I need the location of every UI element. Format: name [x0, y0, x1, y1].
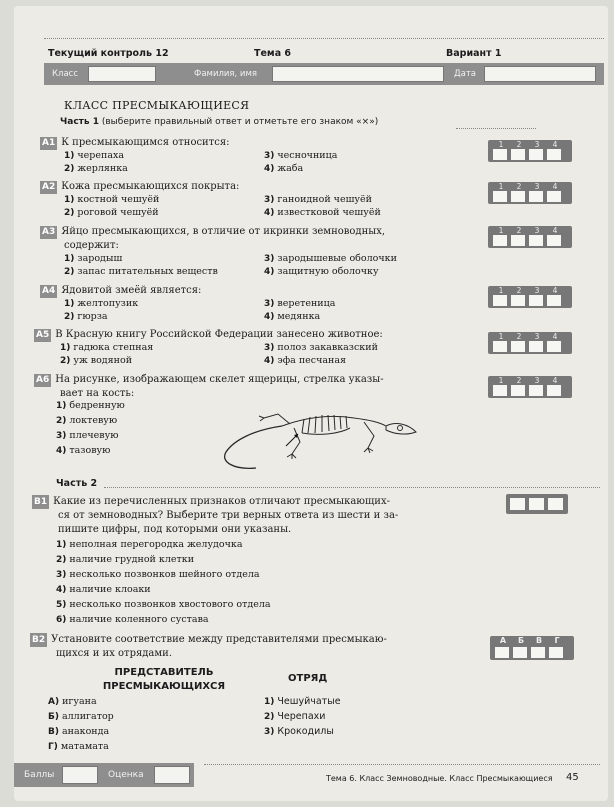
answer-cell[interactable]: [511, 235, 525, 246]
representative-item: Г) матамата: [48, 741, 109, 752]
part2-heading: Часть 2: [56, 478, 98, 489]
answer-cell[interactable]: [493, 341, 507, 352]
answer-cell[interactable]: [493, 295, 507, 306]
worksheet-title: Текущий контроль 12: [48, 48, 169, 59]
question-text-cont: пишите цифры, под которыми они указаны.: [58, 524, 292, 535]
running-title: Тема 6. Класс Земноводные. Класс Пресмыкающиеся: [326, 774, 553, 783]
option: 2) запас питательных веществ: [64, 266, 218, 277]
top-divider: [44, 38, 604, 39]
section-title: КЛАСС ПРЕСМЫКАЮЩИЕСЯ: [64, 99, 250, 112]
answer-cell[interactable]: [531, 647, 545, 658]
answer-cell[interactable]: [513, 647, 527, 658]
answer-cell[interactable]: [547, 235, 561, 246]
answer-cell[interactable]: [511, 191, 525, 202]
order-item: 3) Крокодилы: [264, 726, 334, 737]
footer-divider: [204, 764, 600, 765]
option: 4) известковой чешуёй: [264, 207, 381, 218]
option: 4) защитную оболочку: [264, 266, 379, 277]
part1-divider: [456, 128, 536, 129]
answer-grid-a1: 1 2 3 4: [488, 140, 572, 162]
question-b2: [30, 633, 470, 661]
question-text: Какие из перечисленных признаков отличают пресмыкающих-: [53, 496, 390, 507]
option: 2) наличие грудной клетки: [56, 554, 195, 565]
option: 4) жаба: [264, 163, 304, 174]
part1-heading: Часть 1: [60, 117, 99, 127]
question-text: К пресмыкающимся относится:: [61, 137, 230, 148]
answer-cell[interactable]: [547, 295, 561, 306]
option: 2) жерлянка: [64, 163, 128, 174]
representative-heading: ПРЕДСТАВИТЕЛЬ ПРЕСМЫКАЮЩИХСЯ: [102, 667, 226, 692]
answer-cell[interactable]: [495, 647, 509, 658]
answer-cell[interactable]: [493, 385, 507, 396]
answer-cell[interactable]: [529, 498, 544, 510]
question-tag: А1: [42, 138, 56, 148]
representative-item: В) анаконда: [48, 726, 110, 737]
representative-item: А) игуана: [48, 696, 97, 707]
option: 1) неполная перегородка желудочка: [56, 539, 243, 550]
option: 2) роговой чешуёй: [64, 207, 159, 218]
question-a1: [40, 136, 460, 150]
option: 3) полоз закавказский: [264, 342, 378, 353]
question-text: В Красную книгу Российской Федерации занесено животное:: [55, 329, 383, 340]
option: 3) веретеница: [264, 298, 336, 309]
order-item: 1) Чешуйчатые: [264, 696, 341, 707]
part1-instruction: (выберите правильный ответ и отметьте его знаком «×»): [101, 117, 379, 127]
question-tag: В1: [34, 497, 48, 507]
answer-cell[interactable]: [547, 341, 561, 352]
question-text: Ядовитой змеёй является:: [61, 285, 202, 296]
question-text: На рисунке, изображающем скелет ящерицы, стрелка указы-: [55, 374, 384, 385]
question-a3: [40, 225, 470, 252]
worksheet-page: [14, 6, 608, 801]
answer-grid-b1: [506, 494, 568, 514]
grade-label: Оценка: [108, 770, 144, 780]
answer-cell[interactable]: [529, 191, 543, 202]
answer-cell[interactable]: [529, 235, 543, 246]
answer-grid-b2: А Б В Г: [490, 636, 574, 660]
option: 1) желтопузик: [64, 298, 139, 309]
answer-grid-a5: 1 2 3 4: [488, 332, 572, 354]
option: 5) несколько позвонков хвостового отдела: [56, 599, 271, 610]
date-field[interactable]: [484, 66, 596, 82]
option: 3) плечевую: [56, 430, 119, 441]
question-tag: А6: [36, 375, 50, 385]
answer-cell[interactable]: [511, 385, 525, 396]
option: 3) ганоидной чешуёй: [264, 194, 372, 205]
question-tag: А5: [36, 330, 50, 340]
answer-cell[interactable]: [493, 235, 507, 246]
order-item: 2) Черепахи: [264, 711, 326, 722]
option: 1) черепаха: [64, 150, 125, 161]
answer-grid-a3: 1 2 3 4: [488, 226, 572, 248]
page-number: 45: [566, 772, 579, 783]
answer-cell[interactable]: [511, 295, 525, 306]
question-text-cont: щихся и их отрядами.: [56, 648, 173, 659]
question-tag: А4: [42, 286, 56, 296]
answer-cell[interactable]: [511, 149, 525, 160]
option: 4) наличие клоаки: [56, 584, 151, 595]
lizard-skeleton-illustration: [204, 388, 424, 478]
topic-label: Тема 6: [254, 48, 292, 59]
answer-grid-a2: 1 2 3 4: [488, 182, 572, 204]
question-b1: [32, 495, 472, 537]
question-text: Яйцо пресмыкающихся, в отличие от икринки земноводных,: [61, 226, 386, 237]
name-field[interactable]: [272, 66, 444, 82]
class-field[interactable]: [88, 66, 156, 82]
answer-cell[interactable]: [529, 295, 543, 306]
option: 1) гадюка степная: [60, 342, 154, 353]
answer-cell[interactable]: [529, 149, 543, 160]
score-label: Баллы: [24, 770, 55, 780]
question-a5: [34, 328, 464, 342]
question-text-cont: вает на кость:: [60, 388, 135, 399]
option: 4) эфа песчаная: [264, 355, 347, 366]
option: 4) медянка: [264, 311, 321, 322]
part1-heading-line: [60, 117, 378, 127]
student-info-bar: [44, 63, 604, 85]
option: 3) чесночница: [264, 150, 338, 161]
question-text: Кожа пресмыкающихся покрыта:: [61, 181, 240, 192]
option: 2) уж водяной: [60, 355, 133, 366]
answer-cell[interactable]: [529, 341, 543, 352]
answer-cell[interactable]: [547, 149, 561, 160]
answer-cell[interactable]: [493, 191, 507, 202]
option: 6) наличие коленного сустава: [56, 614, 209, 625]
score-field[interactable]: [62, 766, 98, 784]
question-text-cont: ся от земноводных? Выберите три верных ответа из шести и за-: [58, 510, 399, 521]
answer-cell[interactable]: [511, 341, 525, 352]
answer-cell[interactable]: [493, 149, 507, 160]
answer-grid-a6: 1 2 3 4: [488, 376, 572, 398]
question-a2: [40, 180, 460, 194]
class-label: Класс: [52, 69, 79, 79]
answer-cell[interactable]: [510, 498, 525, 510]
question-tag: В2: [32, 635, 46, 645]
answer-cell[interactable]: [549, 647, 563, 658]
question-text-cont: содержит:: [64, 240, 119, 251]
representative-item: Б) аллигатор: [48, 711, 114, 722]
answer-cell[interactable]: [547, 191, 561, 202]
name-label: Фамилия, имя: [194, 69, 257, 79]
option: 3) несколько позвонков шейного отдела: [56, 569, 260, 580]
answer-cell[interactable]: [547, 385, 561, 396]
part2-divider: [104, 487, 600, 488]
question-a4: [40, 284, 460, 298]
grade-field[interactable]: [154, 766, 190, 784]
option: 1) зародыш: [64, 253, 123, 264]
option: 3) зародышевые оболочки: [264, 253, 397, 264]
option: 2) локтевую: [56, 415, 118, 426]
option: 1) костной чешуёй: [64, 194, 160, 205]
option: 4) тазовую: [56, 445, 111, 456]
date-label: Дата: [454, 69, 477, 79]
option: 1) бедренную: [56, 400, 125, 411]
order-heading: ОТРЯД: [288, 673, 328, 684]
question-tag: А3: [42, 227, 56, 237]
score-bar: [14, 763, 194, 787]
option: 2) гюрза: [64, 311, 108, 322]
question-tag: А2: [42, 182, 56, 192]
answer-grid-a4: 1 2 3 4: [488, 286, 572, 308]
answer-cell[interactable]: [529, 385, 543, 396]
question-text: Установите соответствие между представителями пресмыкаю-: [51, 634, 387, 645]
variant-label: Вариант 1: [446, 48, 502, 59]
answer-cell[interactable]: [548, 498, 563, 510]
